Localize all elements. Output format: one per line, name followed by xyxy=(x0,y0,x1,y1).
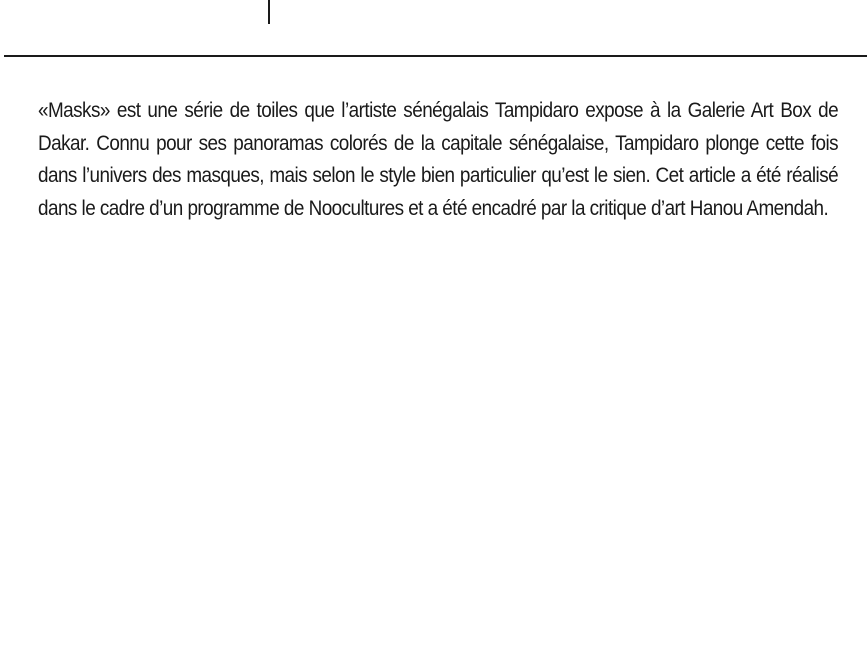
column-divider-tick xyxy=(268,0,270,24)
article-intro-paragraph: «Masks» est une série de toiles que l’artiste sénégalais Tampidaro expose à la Galerie Art Box de Dakar. Connu pour ses panoramas colorés de la capitale sénégalaise, Tampidaro plonge cette fois dans l’univers des masques, mais selon le style bien particulier qu’est le sien. Cet article a été réalisé dans le cadre d’un programme de Noocultures et a été encadré par la critique d’art Hanou Amendah. xyxy=(38,99,839,220)
header-rule xyxy=(4,55,867,57)
